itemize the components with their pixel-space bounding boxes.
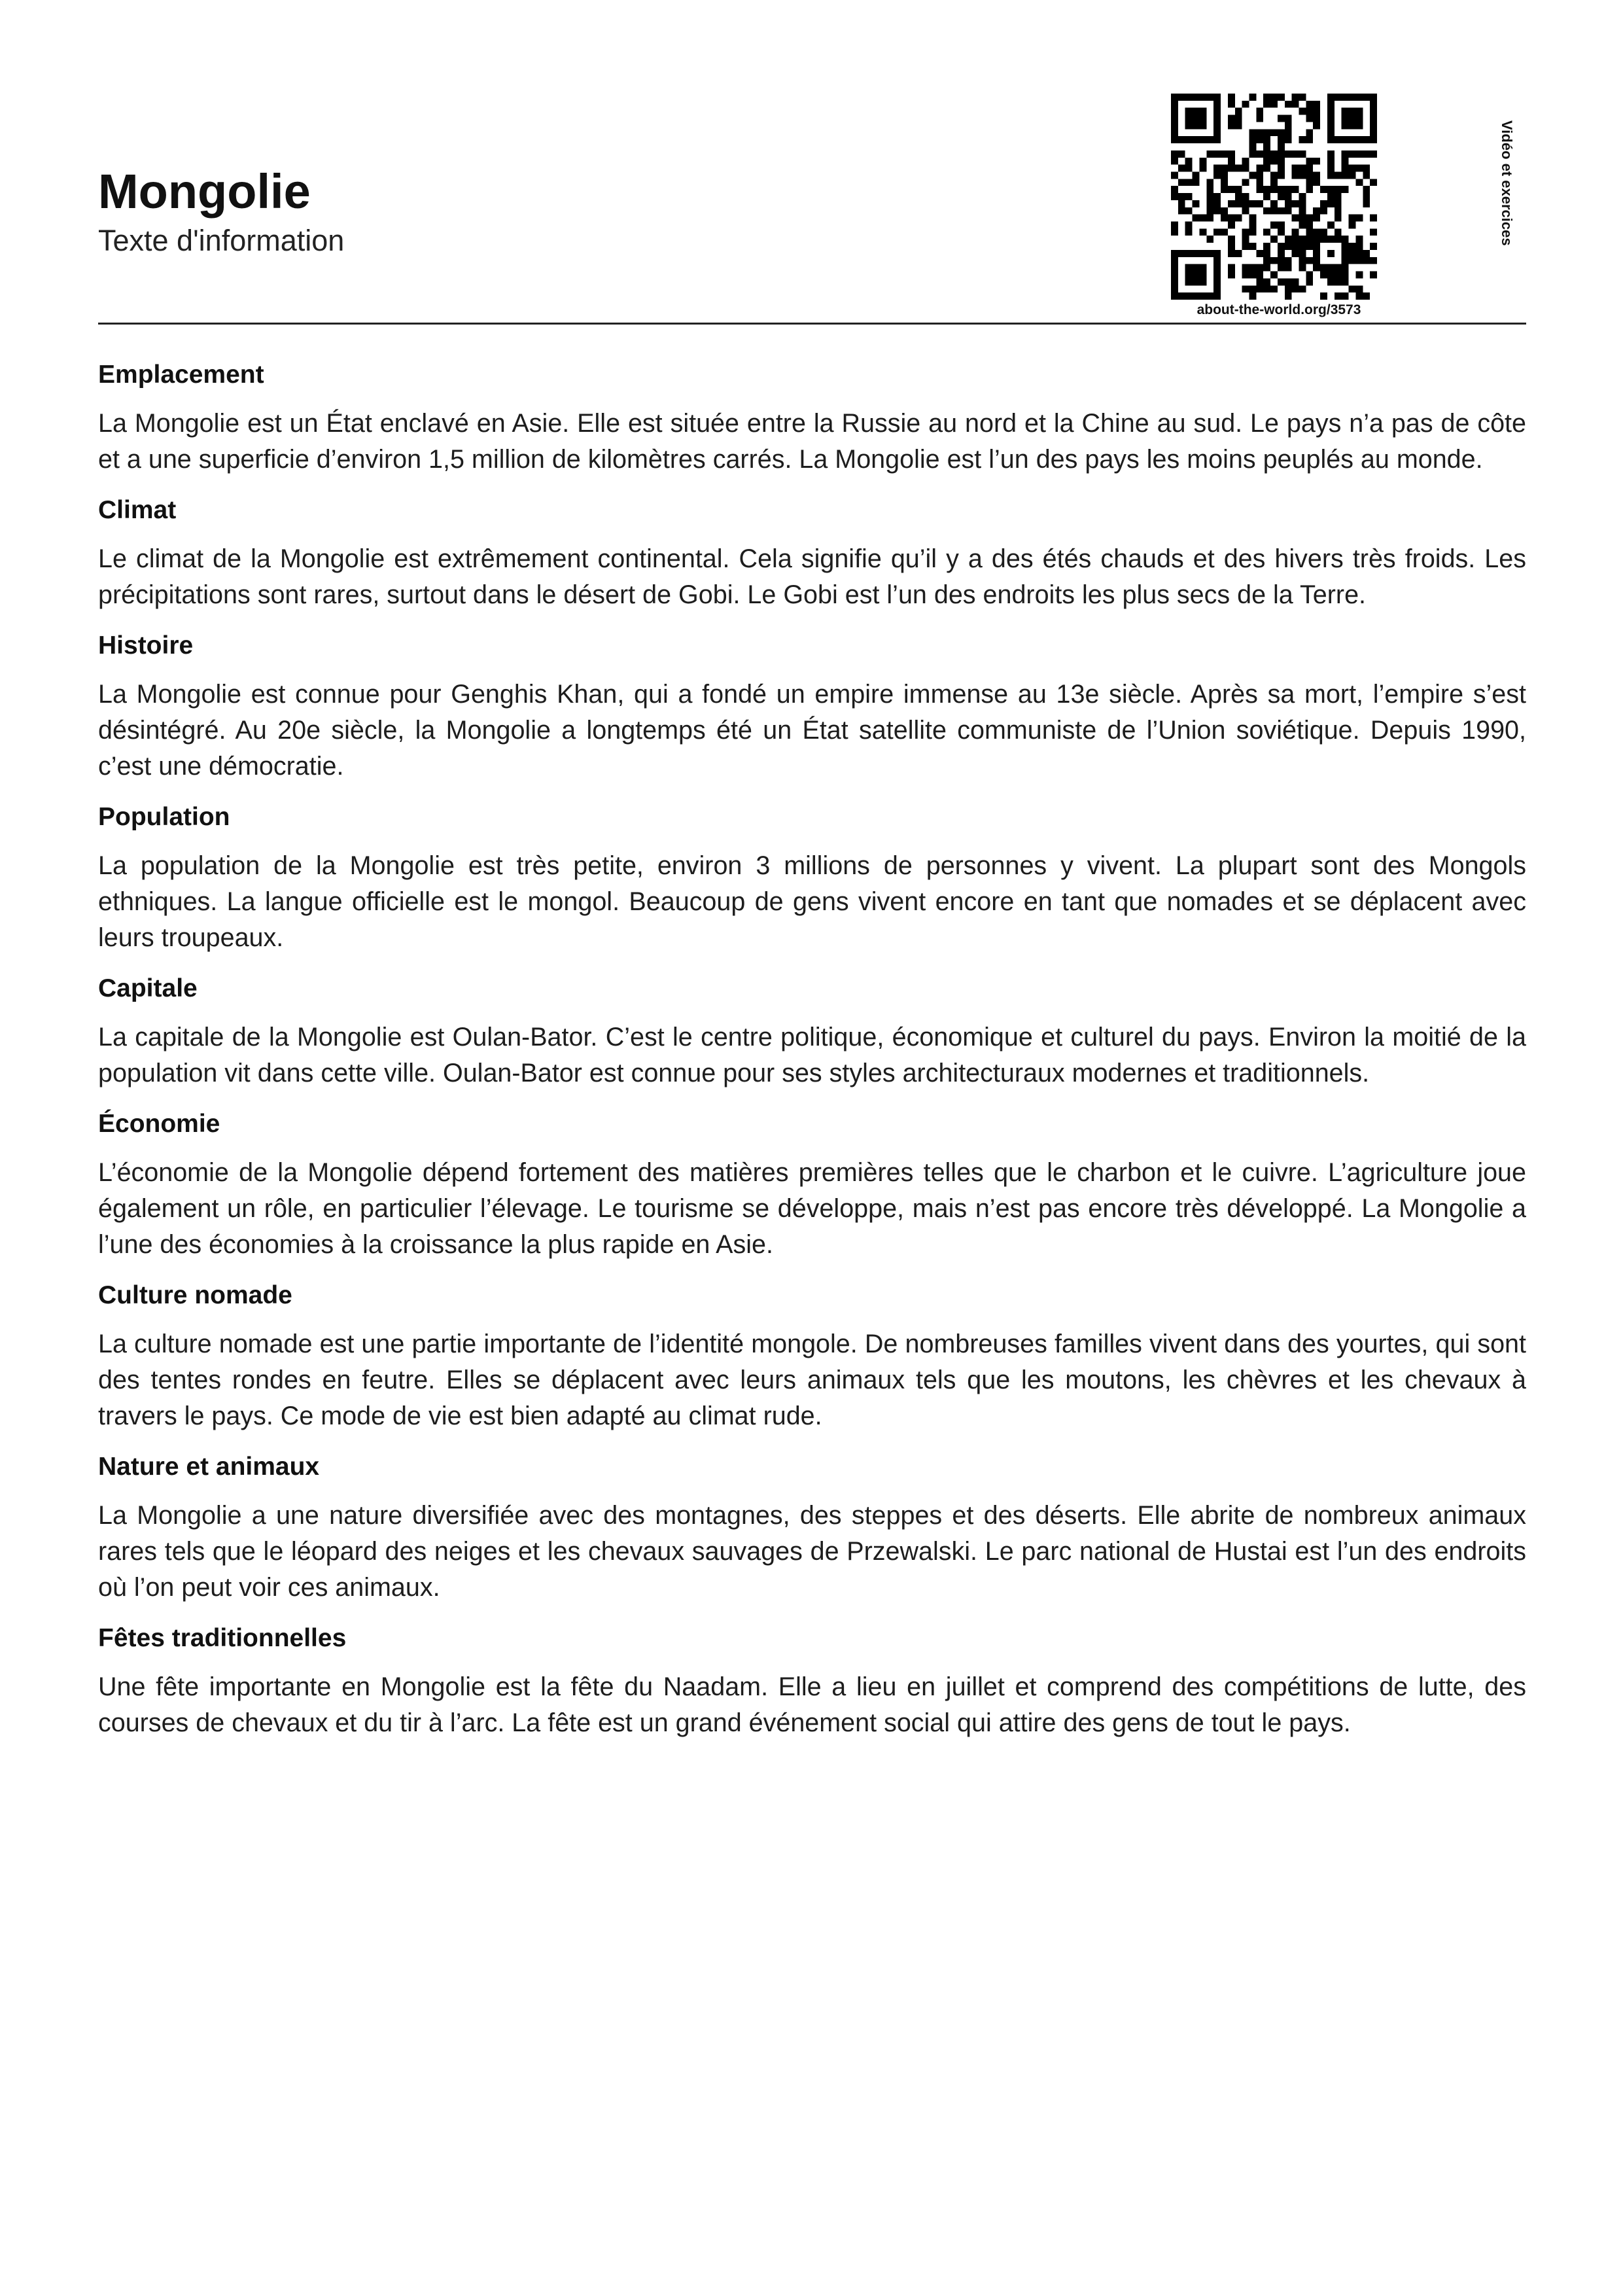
- section-population: [98, 799, 1526, 956]
- section-nature-animaux: [98, 1449, 1526, 1606]
- document-body: [98, 357, 1526, 1756]
- section-heading: Nature et animaux: [98, 1453, 320, 1481]
- section-histoire: [98, 627, 1526, 785]
- qr-url-link[interactable]: about-the-world.org/3573: [1196, 302, 1361, 317]
- section-paragraph: La Mongolie est connue pour Genghis Khan, qui a fondé un empire immense au 13e siècle. Après sa mort, l’empire s’est désintégré. Au 20e siècle, la Mongolie a longtemps été un État satellite communiste de l’Union soviétique. Depuis 1990, c’est une démocratie.: [98, 680, 1526, 781]
- section-heading: Économie: [98, 1110, 220, 1138]
- qr-code-icon[interactable]: [1171, 94, 1377, 300]
- section-paragraph: Une fête importante en Mongolie est la fête du Naadam. Elle a lieu en juillet et comprend des compétitions de lutte, des courses de chevaux et du tir à l’arc. La fête est un grand événement social qui attire des gens de tout le pays.: [98, 1672, 1526, 1737]
- section-fetes-traditionnelles: [98, 1620, 1526, 1741]
- section-heading: Culture nomade: [98, 1281, 292, 1309]
- section-heading: Population: [98, 803, 230, 831]
- section-paragraph: La culture nomade est une partie importante de l’identité mongole. De nombreuses familles vivent dans des yourtes, qui sont des tentes rondes en feutre. Elles se déplacent avec leurs animaux tels que les moutons, les chèvres et les chevaux à travers le pays. Ce mode de vie est bien adapté au climat rude.: [98, 1330, 1526, 1430]
- section-paragraph: Le climat de la Mongolie est extrêmement continental. Cela signifie qu’il y a des étés chauds et des hivers très froids. Les précipitations sont rares, surtout dans le désert de Gobi. Le Gobi est l’un des endroits les plus secs de la Terre.: [98, 544, 1526, 609]
- section-climat: [98, 492, 1526, 613]
- qr-code-block[interactable]: [1171, 94, 1393, 316]
- section-economie: [98, 1106, 1526, 1263]
- section-heading: Emplacement: [98, 361, 264, 389]
- section-paragraph: La capitale de la Mongolie est Oulan-Bator. C’est le centre politique, économique et culturel du pays. Environ la moitié de la population vit dans cette ville. Oulan-Bator est connue pour ses styles architecturaux modernes et traditionnels.: [98, 1023, 1526, 1087]
- section-culture-nomade: [98, 1277, 1526, 1434]
- section-paragraph: L’économie de la Mongolie dépend fortement des matières premières telles que le charbon et le cuivre. L’agriculture joue également un rôle, en particulier l’élevage. Le tourisme se développe, mais n’est pas encore très développé. La Mongolie a l’une des économies à la croissance la plus rapide en Asie.: [98, 1158, 1526, 1259]
- page-title: Mongolie: [98, 164, 311, 219]
- section-paragraph: La population de la Mongolie est très petite, environ 3 millions de personnes y vivent. La plupart sont des Mongols ethniques. La langue officielle est le mongol. Beaucoup de gens vivent encore en tant que nomades et se déplacent avec leurs troupeaux.: [98, 851, 1526, 952]
- section-capitale: [98, 970, 1526, 1091]
- section-emplacement: [98, 357, 1526, 478]
- qr-side-label: Vidéo et exercices: [1499, 120, 1515, 246]
- section-heading: Capitale: [98, 974, 198, 1002]
- section-paragraph: La Mongolie a une nature diversifiée avec des montagnes, des steppes et des déserts. Elle abrite de nombreux animaux rares tels que le léopard des neiges et les chevaux sauvages de Przewalski. Le parc national de Hustai est l’un des endroits où l’on peut voir ces animaux.: [98, 1501, 1526, 1602]
- page-subtitle: Texte d'information: [98, 224, 345, 257]
- section-heading: Fêtes traditionnelles: [98, 1624, 347, 1652]
- section-heading: Histoire: [98, 631, 194, 660]
- header-divider: [98, 323, 1526, 325]
- section-heading: Climat: [98, 496, 177, 524]
- section-paragraph: La Mongolie est un État enclavé en Asie. Elle est située entre la Russie au nord et la Chine au sud. Le pays n’a pas de côte et a une superficie d’environ 1,5 million de kilomètres carrés. La Mongolie est l’un des pays les moins peuplés au monde.: [98, 409, 1526, 474]
